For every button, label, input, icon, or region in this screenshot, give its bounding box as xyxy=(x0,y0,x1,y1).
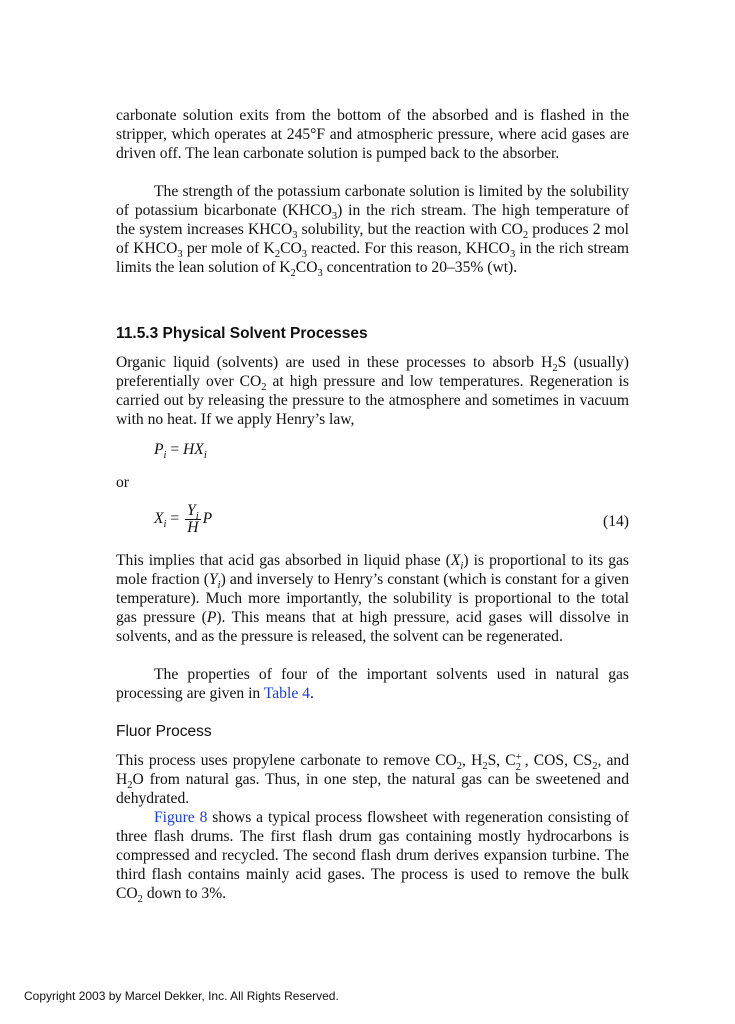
table-4-link[interactable]: Table 4 xyxy=(263,685,310,702)
figure-8-link[interactable]: Figure 8 xyxy=(154,809,208,826)
paragraph-flowsheet: Figure 8 shows a typical process flowsheet with regeneration consisting of three flash drums. The first flash drum gas containing mostly hydrocarbons is compressed and recycled. The second flash drum derives expansion turbine. The third flash contains mainly acid gases. The process is used to remove the bulk $CO_2$ down to 3%. xyxy=(116,809,629,905)
paragraph-solvent-properties: The properties of four of the important solvents used in natural gas processing are given in Table 4. xyxy=(116,666,629,702)
equation-number: (14) xyxy=(603,513,629,530)
section-heading: 11.5.3 Physical Solvent Processes xyxy=(116,325,368,342)
paragraph-potassium-strength: The strength of the potassium carbonate solution is limited by the solubility of potassium bicarbonate $(KHCO_3)$ in the rich stream. The high temperature of the system increases $KHCO_3$ solubility, but the reaction with $CO_2$ produces 2 mol of $KHCO_3$ per mole of $K_2CO_3$ reacted. For this reason, $KHCO_3$ in the rich stream limits the lean solution of $K_2CO_3$ concentration to 20–35% (wt). xyxy=(116,183,630,279)
equation-henrys-law: $P_i = HX_i$ xyxy=(154,441,207,461)
paragraph-physical-solvent: Organic liquid (solvents) are used in these processes to absorb $H_2S$ (usually) preferentially over $CO_2$ at high pressure and low temperatures. Regeneration is carried out by releasing the pressure to the atmosphere and sometimes in vacuum with no heat. If we apply Henry’s law, xyxy=(116,354,629,428)
c2-plus-scripts: + 2 xyxy=(515,752,522,773)
paragraph-text: carbonate solution exits from the bottom of the absorbed and is flashed in the stripper, which operates at 245°F and atmospheric pressure, where acid gases are driven off. The lean carbonate solution is pumped back to the absorber. xyxy=(116,107,629,162)
subsection-heading: Fluor Process xyxy=(116,723,212,740)
connector-or: or xyxy=(116,474,129,491)
paragraph-carbonate-exit xyxy=(116,106,629,163)
copyright-footer: Copyright 2003 by Marcel Dekker, Inc. All Rights Reserved. xyxy=(24,989,339,1003)
paragraph-fluor-process: This process uses propylene carbonate to remove $CO_2$, $H_2S$, C + 2 , COS, $CS_2$, and $H_2O$ from natural gas. Thus, in one step, the natural gas can be sweetened and dehydrated. xyxy=(116,752,629,807)
paragraph-implication: This implies that acid gas absorbed in liquid phase $(X_i)$ is proportional to its gas mole fraction $(Y_i)$ and inversely to Henry’s constant (which is constant for a given temperature). Much more importantly, the solubility is proportional to the total gas pressure (P). This means that at high pressure, acid gases will dissolve in solvents, and as the pressure is released, the solvent can be regenerated. xyxy=(116,552,630,645)
fraction: $\frac{Y_i}{H}$ xyxy=(187,502,199,536)
equation-14: $X_i$ = $\frac{Y_i}{H}$ P xyxy=(154,502,213,536)
